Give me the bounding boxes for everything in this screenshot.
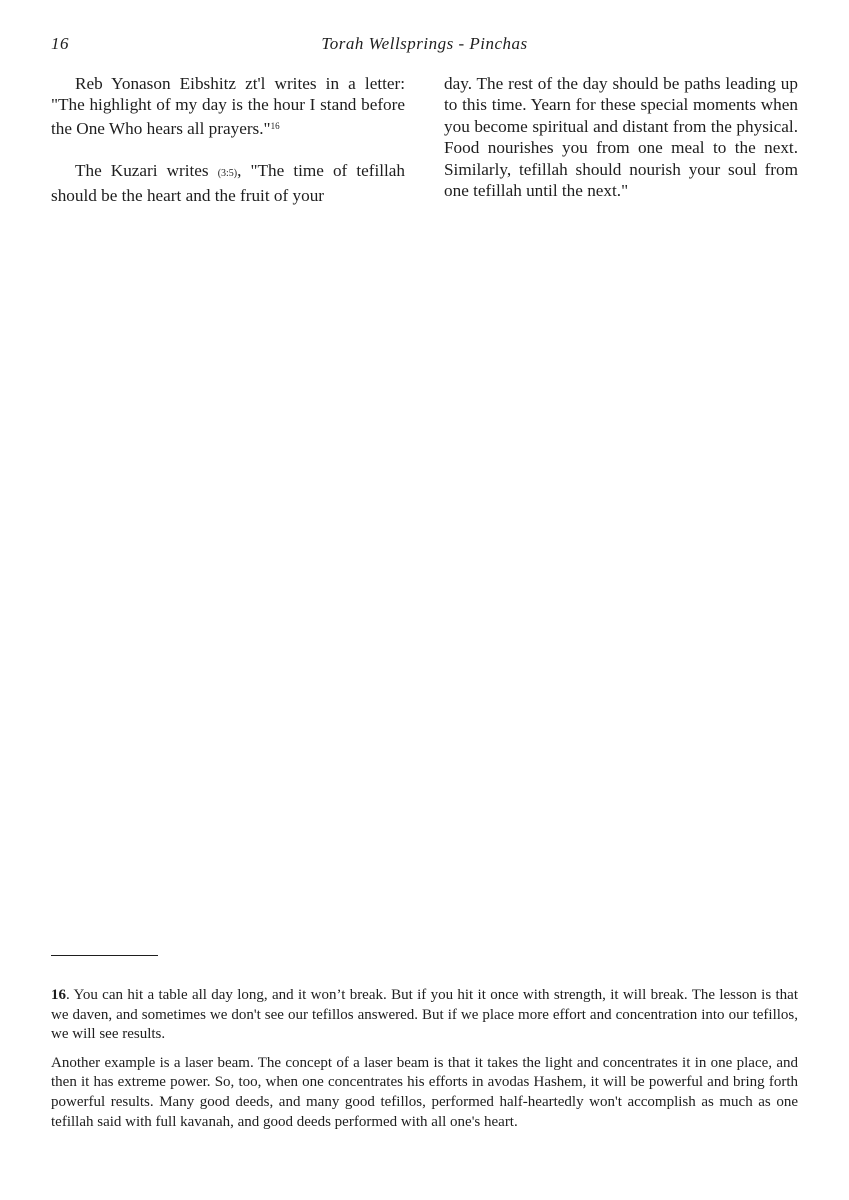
footnote-16 [51, 986, 798, 1045]
footnote-number: 16 [51, 987, 66, 1003]
paragraph-eibshitz-text: Reb Yonason Eibshitz zt'l writes in a letter: "The highlight of my day is the hour I stand before the One Who hears all prayers." [51, 74, 405, 138]
footnote-reference: 16 [270, 120, 280, 131]
paragraph-kuzari-continued: day. The rest of the day should be paths leading up to this time. Yearn for these special moments when you become spiritual and distant from the physical. Food nourishes you from one meal to the next. Similarly, tefillah should nourish your soul from one tefillah until the next." [444, 74, 798, 201]
paragraph-kuzari [51, 160, 405, 206]
kuzari-intro: The Kuzari writes [75, 161, 218, 181]
footnotes [51, 986, 798, 1132]
footnote-divider [51, 955, 158, 956]
page-number: 16 [51, 34, 69, 53]
kuzari-citation: (3:5) [217, 168, 238, 180]
paragraph-eibshitz [51, 73, 405, 139]
footnote-text: . You can hit a table all day long, and it won’t break. But if you hit it once with strength, it will break. The lesson is that we daven, and sometimes we don't see our tefillos answered. But if we place more effort and concentration into our tefillos, we will see results. [51, 987, 798, 1043]
footnote-16-continued: Another example is a laser beam. The concept of a laser beam is that it takes the light and concentrates it in one place, and then it has extreme power. So, too, when one concentrates his efforts in avodas Hashem, it will be powerful and bring forth powerful results. Many good deeds, and many good tefillos, performed half-heartedly won't accomplish as much as one tefillah said with full kavanah, and good deeds performed with all one's heart. [51, 1054, 798, 1130]
right-column [444, 73, 798, 201]
kuzari-quote-start: , "The time of tefillah should be the heart and the fruit of your [51, 161, 405, 205]
left-column [51, 73, 405, 206]
running-title: Torah Wellsprings - Pinchas [321, 34, 528, 53]
